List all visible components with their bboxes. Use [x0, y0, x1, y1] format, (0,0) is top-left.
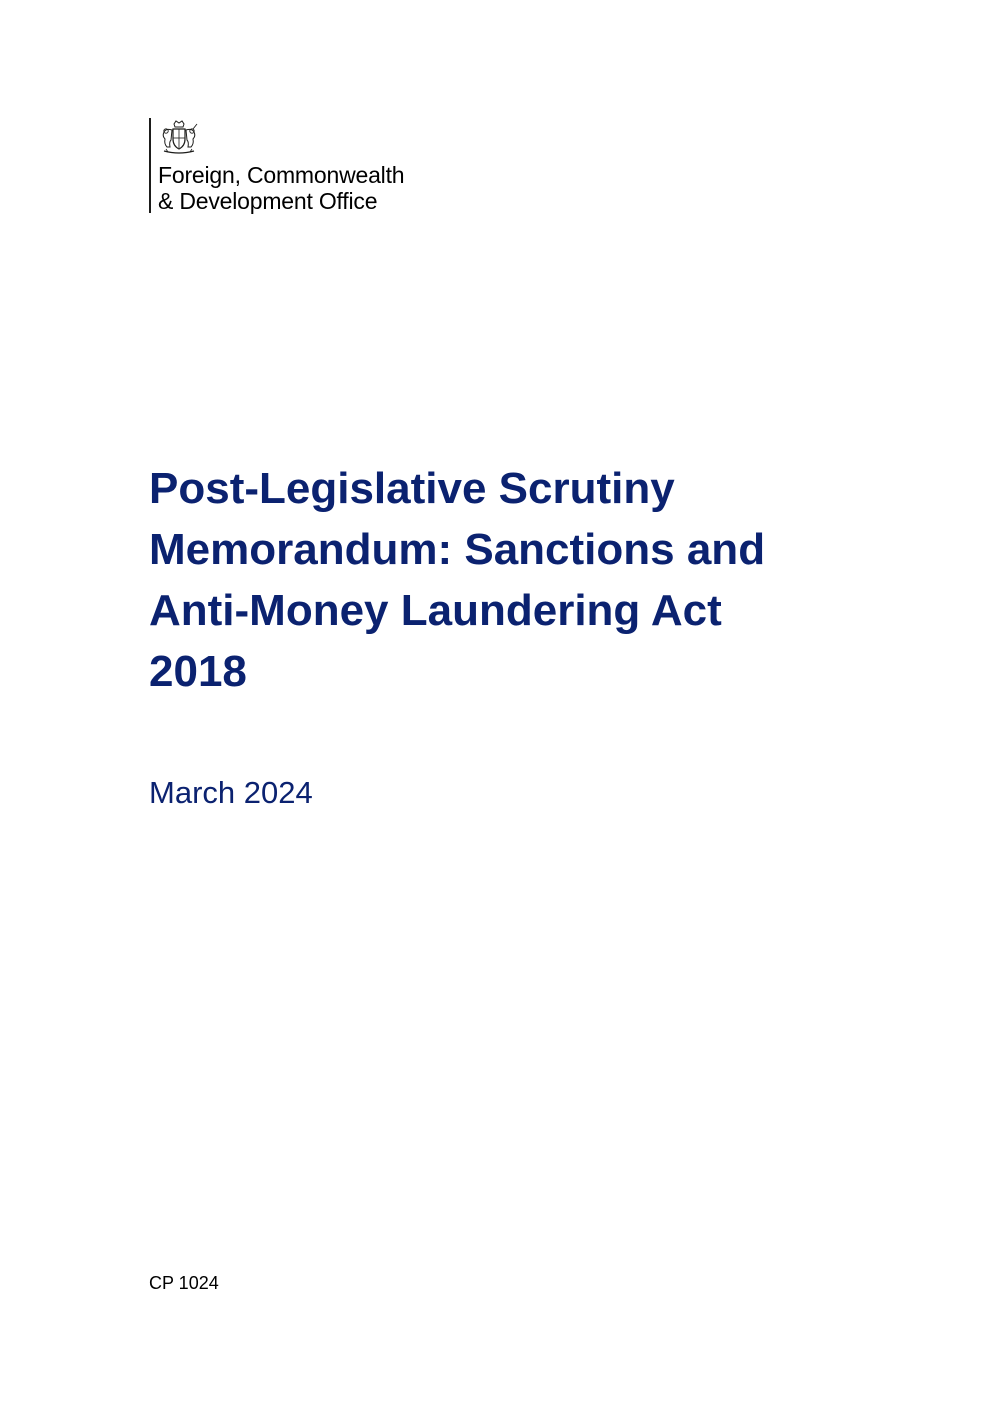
organisation-name-line-2: & Development Office: [158, 188, 378, 214]
organisation-name-line-1: Foreign, Commonwealth: [158, 162, 405, 188]
document-title-line-3: Anti-Money Laundering Act: [149, 586, 722, 635]
organisation-name: [158, 162, 404, 214]
document-title-line-4: 2018: [149, 647, 247, 696]
document-title-line-2: Memorandum: Sanctions and: [149, 525, 766, 574]
document-title: [149, 458, 849, 702]
organisation-logo: [149, 118, 404, 213]
command-paper-reference: CP 1024: [149, 1273, 219, 1293]
royal-coat-of-arms-icon: [158, 120, 200, 156]
publication-date: March 2024: [149, 775, 313, 810]
document-title-line-1: Post-Legislative Scrutiny: [149, 464, 675, 513]
